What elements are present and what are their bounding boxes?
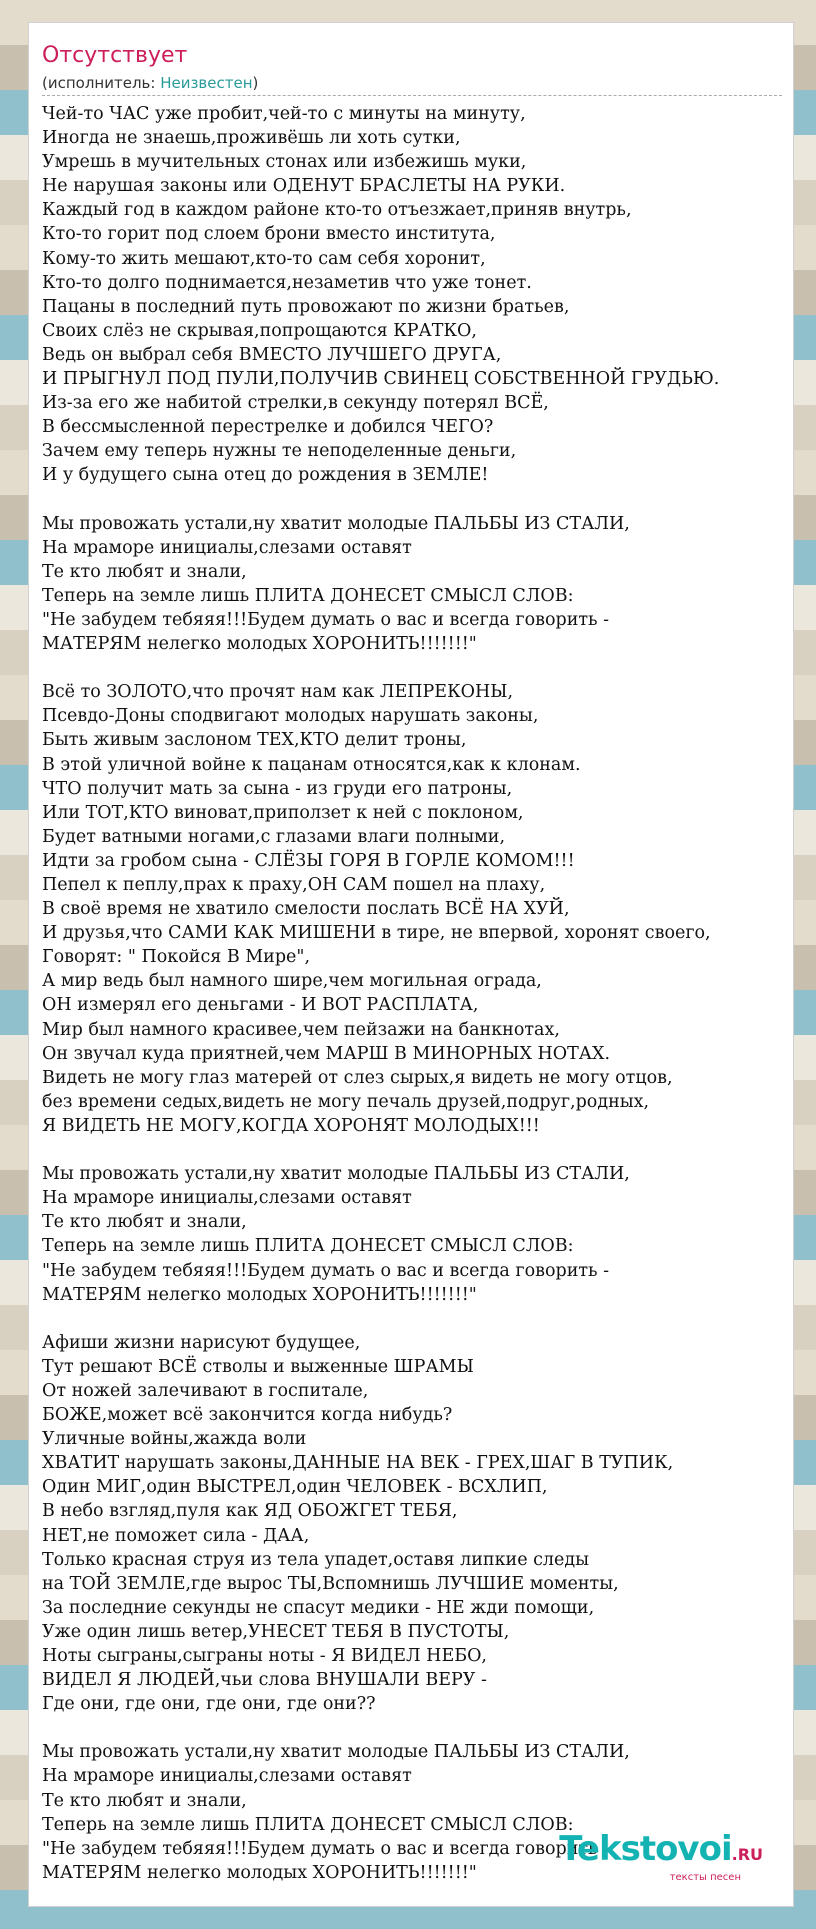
logo-tld: .RU xyxy=(731,1845,763,1864)
lyric-line: На мраморе инициалы,слезами оставят xyxy=(42,537,412,558)
lyrics-text xyxy=(42,102,719,1885)
lyric-line: БОЖЕ,может всё закончится когда нибудь? xyxy=(42,1405,453,1426)
lyric-line: "Не забудем тебяяя!!!Будем думать о вас и всегда говорить - xyxy=(42,609,610,630)
lyric-line: Мы провожать устали,ну хватит молодые ПАЛЬБЫ ИЗ СТАЛИ, xyxy=(42,1742,630,1763)
lyric-line: Мир был намного красивее,чем пейзажи на банкнотах, xyxy=(42,1019,560,1040)
lyric-line: Афиши жизни нарисуют будущее, xyxy=(42,1332,361,1353)
lyric-line: Пепел к пеплу,прах к праху,ОН САМ пошел на плаху, xyxy=(42,875,546,895)
lyric-line xyxy=(42,488,719,512)
lyric-line: И друзья,что САМИ КАК МИШЕНИ в тире, не впервой, хоронят своего, xyxy=(42,923,711,944)
lyric-line: МАТЕРЯМ нелегко молодых ХОРОНИТЬ!!!!!!!" xyxy=(42,1284,477,1305)
lyric-line: Пацаны в последний путь провожают по жизни братьев, xyxy=(42,296,570,317)
lyric-line: ОН измерял его деньгами - И ВОТ РАСПЛАТА, xyxy=(42,995,479,1016)
lyric-line: Каждый год в каждом районе кто-то отъезжает,приняв внутрь, xyxy=(42,200,632,221)
lyric-line: Из-за его же набитой стрелки,в секунду потерял ВСЁ, xyxy=(42,393,549,414)
performer-line xyxy=(42,73,782,96)
lyric-line: На мраморе инициалы,слезами оставят xyxy=(42,1188,412,1209)
lyric-line: Те кто любят и знали, xyxy=(42,1212,247,1233)
lyric-line: В своё время не хватило смелости послать ВСЁ НА ХУЙ, xyxy=(42,899,570,920)
lyric-line: Быть живым заслоном ТЕХ,КТО делит троны, xyxy=(42,730,467,751)
lyric-line: Своих слёз не скрывая,попрощаются КРАТКО, xyxy=(42,320,477,341)
lyric-line: без времени седых,видеть не могу печаль друзей,подруг,родных, xyxy=(42,1091,650,1112)
lyric-line: Кто-то долго поднимается,незаметив что уже тонет. xyxy=(42,272,532,293)
performer-suffix: ) xyxy=(252,74,259,92)
lyric-line: Всё то ЗОЛОТО,что прочят нам как ЛЕПРЕКОНЫ, xyxy=(42,682,514,703)
lyric-line: Теперь на земле лишь ПЛИТА ДОНЕСЕТ СМЫСЛ СЛОВ: xyxy=(42,1814,574,1835)
lyric-line: Умрешь в мучительных стонах или избежишь муки, xyxy=(42,152,527,173)
lyric-line: Один МИГ,один ВЫСТРЕЛ,один ЧЕЛОВЕК - ВСХЛИП, xyxy=(42,1477,548,1498)
logo-tagline: тексты песен xyxy=(669,1872,741,1883)
lyric-line: Идти за гробом сына - СЛЁЗЫ ГОРЯ В ГОРЛЕ КОМОМ!!! xyxy=(42,850,575,871)
lyric-line: МАТЕРЯМ нелегко молодых ХОРОНИТЬ!!!!!!!" xyxy=(42,1862,477,1883)
lyric-line: "Не забудем тебяяя!!!Будем думать о вас и всегда говорить - xyxy=(42,1260,610,1281)
lyrics-card xyxy=(28,22,794,1907)
lyric-line: Иногда не знаешь,проживёшь ли хоть сутки, xyxy=(42,128,461,149)
lyric-line: На мраморе инициалы,слезами оставят xyxy=(42,1766,412,1787)
lyric-line: Теперь на земле лишь ПЛИТА ДОНЕСЕТ СМЫСЛ СЛОВ: xyxy=(42,585,574,606)
lyric-line: Уличные войны,жажда воли xyxy=(42,1429,307,1450)
lyric-line xyxy=(42,1138,719,1162)
lyric-line: Ведь он выбрал себя ВМЕСТО ЛУЧШЕГО ДРУГА, xyxy=(42,344,502,365)
lyric-line: Ноты сыграны,сыграны ноты - Я ВИДЕЛ НЕБО, xyxy=(42,1646,487,1666)
lyric-line: И у будущего сына отец до рождения в ЗЕМЛЕ! xyxy=(42,465,489,486)
lyric-line: ЧТО получит мать за сына - из груди его патроны, xyxy=(42,778,513,799)
performer-link[interactable]: Неизвестен xyxy=(160,74,253,92)
lyric-line: Он звучал куда приятней,чем МАРШ В МИНОРНЫХ НОТАХ. xyxy=(42,1043,611,1064)
lyric-line: В бессмысленной перестрелке и добился ЧЕГО? xyxy=(42,417,494,438)
lyric-line: Говорят: " Покойся В Мире", xyxy=(42,947,311,968)
song-title: Отсутствует xyxy=(42,43,188,68)
lyric-line xyxy=(42,1307,719,1331)
lyric-line: Псевдо-Доны сподвигают молодых нарушать законы, xyxy=(42,706,539,727)
lyric-line: В этой уличной войне к пацанам относятся,как к клонам. xyxy=(42,754,581,775)
lyric-line: И ПРЫГНУЛ ПОД ПУЛИ,ПОЛУЧИВ СВИНЕЦ СОБСТВЕННОЙ ГРУДЬЮ. xyxy=(42,369,720,390)
lyric-line: НЕТ,не поможет сила - ДАА, xyxy=(42,1525,310,1546)
lyric-line: Кто-то горит под слоем брони вместо института, xyxy=(42,224,496,245)
lyric-line: Зачем ему теперь нужны те неподеленные деньги, xyxy=(42,441,517,462)
lyric-line: Только красная струя из тела упадет,оставя липкие следы xyxy=(42,1549,590,1570)
lyric-line: Тут решают ВСЁ стволы и выженные ШРАМЫ xyxy=(42,1356,474,1377)
lyric-line: Кому-то жить мешают,кто-то сам себя хоронит, xyxy=(42,248,486,269)
lyric-line: Те кто любят и знали, xyxy=(42,1790,247,1811)
lyric-line: ВИДЕЛ Я ЛЮДЕЙ,чьи слова ВНУШАЛИ ВЕРУ - xyxy=(42,1670,487,1691)
lyric-line xyxy=(42,656,719,680)
lyric-line: Я ВИДЕТЬ НЕ МОГУ,КОГДА ХОРОНЯТ МОЛОДЫХ!!! xyxy=(42,1115,540,1136)
lyric-line: Будет ватными ногами,с глазами влаги полными, xyxy=(42,826,506,847)
lyric-line: Не нарушая законы или ОДЕНУТ БРАСЛЕТЫ НА РУКИ. xyxy=(42,176,566,197)
lyric-line: В небо взгляд,пуля как ЯД ОБОЖГЕТ ТЕБЯ, xyxy=(42,1501,458,1522)
lyric-line: Мы провожать устали,ну хватит молодые ПАЛЬБЫ ИЗ СТАЛИ, xyxy=(42,1164,630,1185)
lyric-line xyxy=(42,1716,719,1740)
lyric-line: Уже один лишь ветер,УНЕСЕТ ТЕБЯ В ПУСТОТЫ, xyxy=(42,1621,510,1642)
lyric-line: "Не забудем тебяяя!!!Будем думать о вас и всегда говорить - xyxy=(42,1838,610,1859)
lyric-line: на ТОЙ ЗЕМЛЕ,где вырос ТЫ,Вспомнишь ЛУЧШИЕ моменты, xyxy=(42,1573,619,1594)
lyric-line: Или ТОТ,КТО виноват,приползет к ней с поклоном, xyxy=(42,802,524,823)
lyric-line: Те кто любят и знали, xyxy=(42,561,247,582)
lyric-line: Видеть не могу глаз матерей от слез сырых,я видеть не могу отцов, xyxy=(42,1067,673,1088)
lyric-line: Чей-то ЧАС уже пробит,чей-то с минуты на минуту, xyxy=(42,104,526,124)
lyric-line: От ножей залечивают в госпитале, xyxy=(42,1380,369,1401)
lyric-line: ХВАТИТ нарушать законы,ДАННЫЕ НА ВЕК - ГРЕХ,ШАГ В ТУПИК, xyxy=(42,1453,674,1474)
lyric-line: МАТЕРЯМ нелегко молодых ХОРОНИТЬ!!!!!!!" xyxy=(42,634,477,655)
lyric-line: А мир ведь был намного шире,чем могильная ограда, xyxy=(42,971,542,992)
lyric-line: Где они, где они, где они, где они?? xyxy=(42,1694,376,1715)
logo-name: Tekstovoi xyxy=(559,1829,732,1869)
lyric-line: Мы провожать устали,ну хватит молодые ПАЛЬБЫ ИЗ СТАЛИ, xyxy=(42,513,630,534)
performer-prefix: (исполнитель: xyxy=(42,74,161,92)
lyric-line: Теперь на земле лишь ПЛИТА ДОНЕСЕТ СМЫСЛ СЛОВ: xyxy=(42,1236,574,1257)
site-logo[interactable] xyxy=(559,1829,763,1884)
lyric-line: За последние секунды не спасут медики - НЕ жди помощи, xyxy=(42,1597,595,1618)
